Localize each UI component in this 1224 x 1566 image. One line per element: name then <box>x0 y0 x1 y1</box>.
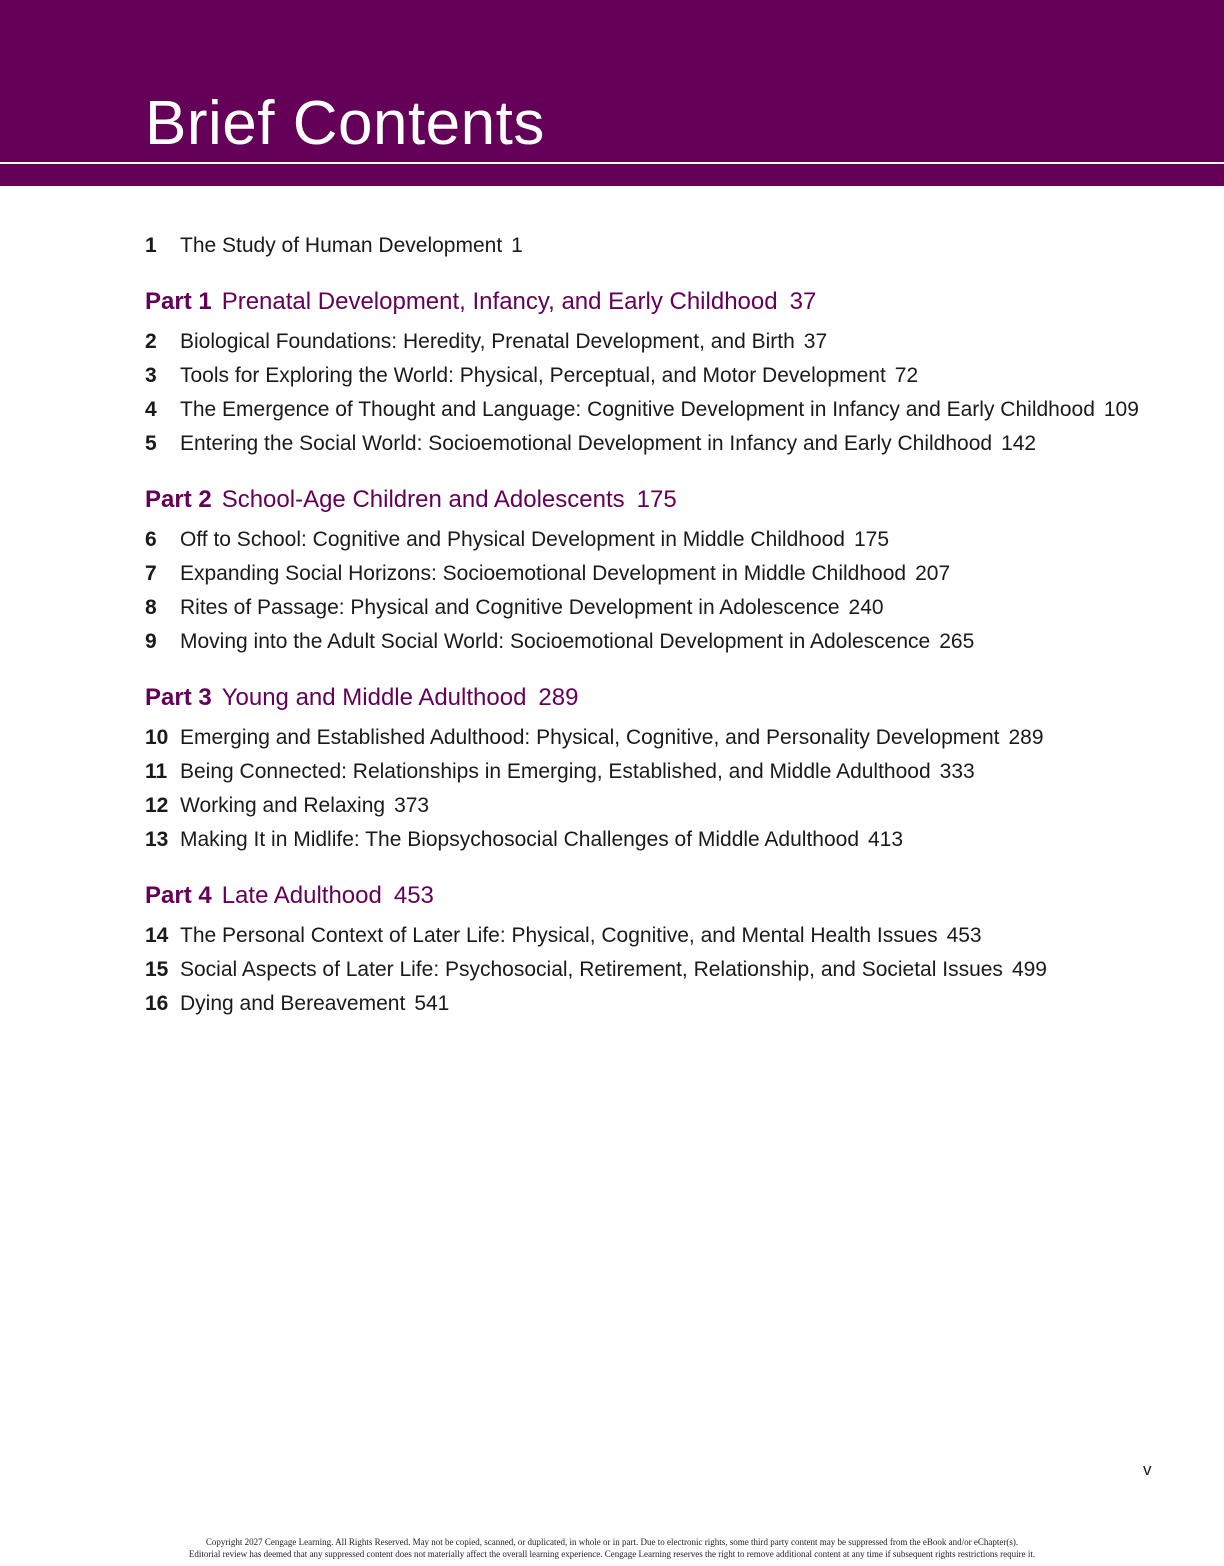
chapter-entry[interactable] <box>145 987 1185 1021</box>
part-label: Part 4 <box>145 882 212 909</box>
chapter-page: 109 <box>1103 398 1139 421</box>
chapter-page: 142 <box>1001 432 1037 455</box>
chapter-title: Dying and Bereavement <box>180 992 406 1015</box>
chapter-title: Entering the Social World: Socioemotional Development in Infancy and Early Childhood <box>180 432 993 455</box>
chapter-text <box>180 625 1185 659</box>
part-heading[interactable] <box>145 285 1185 319</box>
chapter-entry[interactable] <box>145 755 1185 789</box>
chapter-page: 240 <box>848 596 884 619</box>
chapter-title: Expanding Social Horizons: Socioemotional Development in Middle Childhood <box>180 562 907 585</box>
chapter-entry[interactable] <box>145 325 1185 359</box>
chapter-text <box>180 591 1185 625</box>
part-title: Young and Middle Adulthood <box>221 684 527 711</box>
part-page: 453 <box>393 882 434 909</box>
chapter-entry[interactable] <box>145 557 1185 591</box>
chapter-text <box>180 789 1185 823</box>
chapter-entry[interactable] <box>145 625 1185 659</box>
chapter-page: 289 <box>1008 726 1044 749</box>
chapter-title: Working and Relaxing <box>180 794 386 817</box>
chapter-entry[interactable] <box>145 721 1185 755</box>
chapter-entry[interactable] <box>145 919 1185 953</box>
chapter-entry[interactable] <box>145 591 1185 625</box>
part-page: 175 <box>636 486 677 513</box>
chapter-page: 499 <box>1011 958 1047 981</box>
chapter-text <box>180 393 1185 427</box>
chapter-title: Rites of Passage: Physical and Cognitive Development in Adolescence <box>180 596 840 619</box>
part-label: Part 2 <box>145 486 212 513</box>
chapter-title: Off to School: Cognitive and Physical Development in Middle Childhood <box>180 528 845 551</box>
page-title: Brief Contents <box>145 89 545 158</box>
chapter-entry[interactable] <box>145 393 1185 427</box>
chapter-entry[interactable] <box>145 359 1185 393</box>
chapter-number: 8 <box>145 596 157 619</box>
chapter-page: 72 <box>894 364 919 387</box>
chapter-number: 2 <box>145 330 157 353</box>
part-title: Late Adulthood <box>221 882 382 909</box>
chapter-page: 373 <box>394 794 430 817</box>
chapter-number: 9 <box>145 630 157 653</box>
part-title: Prenatal Development, Infancy, and Early Childhood <box>221 288 778 315</box>
chapter-number: 14 <box>145 924 169 947</box>
copyright-line: Editorial review has deemed that any suppressed content does not materially affect the overall learning experience. Cengage Learning reserves the right to remove additional content at any time if subsequent rights restrictions require it. <box>188 1549 1036 1559</box>
chapter-page: 541 <box>414 992 450 1015</box>
header-divider <box>0 162 1224 164</box>
part-title: School-Age Children and Adolescents <box>221 486 625 513</box>
chapter-number: 12 <box>145 794 169 817</box>
chapter-title: Being Connected: Relationships in Emerging, Established, and Middle Adulthood <box>180 760 931 783</box>
chapter-page: 413 <box>868 828 904 851</box>
header-band <box>0 0 1224 186</box>
chapter-text <box>180 919 1185 953</box>
table-of-contents <box>145 229 1185 1021</box>
chapter-text <box>180 721 1185 755</box>
chapter-number: 7 <box>145 562 157 585</box>
part-heading[interactable] <box>145 483 1185 517</box>
chapter-title: The Personal Context of Later Life: Physical, Cognitive, and Mental Health Issues <box>180 924 938 947</box>
chapter-entry[interactable] <box>145 523 1185 557</box>
chapter-title: Tools for Exploring the World: Physical, Perceptual, and Motor Development <box>180 364 886 387</box>
chapter-text <box>180 823 1185 857</box>
page-number: v <box>1143 1460 1152 1479</box>
chapter-page: 37 <box>803 330 828 353</box>
chapter-number: 4 <box>145 398 157 421</box>
chapter-number: 6 <box>145 528 157 551</box>
chapter-number: 1 <box>145 234 157 257</box>
chapter-text <box>180 557 1185 591</box>
chapter-title: Emerging and Established Adulthood: Physical, Cognitive, and Personality Development <box>180 726 1000 749</box>
chapter-title: Biological Foundations: Heredity, Prenatal Development, and Birth <box>180 330 795 353</box>
chapter-number: 3 <box>145 364 157 387</box>
chapter-text <box>180 523 1185 557</box>
chapter-page: 207 <box>915 562 951 585</box>
part-page: 289 <box>538 684 579 711</box>
copyright-notice <box>0 1536 1224 1560</box>
part-heading[interactable] <box>145 681 1185 715</box>
chapter-title: Making It in Midlife: The Biopsychosocial Challenges of Middle Adulthood <box>180 828 859 851</box>
chapter-page: 333 <box>939 760 975 783</box>
chapter-text <box>180 755 1185 789</box>
chapter-title: The Emergence of Thought and Language: Cognitive Development in Infancy and Early Childhood <box>180 398 1095 421</box>
chapter-number: 15 <box>145 958 169 981</box>
copyright-line: Copyright 2027 Cengage Learning. All Rights Reserved. May not be copied, scanned, or duplicated, in whole or in part. Due to electronic rights, some third party content may be suppressed from the eBook and/or eChapter(s). <box>205 1537 1019 1547</box>
chapter-text <box>180 953 1185 987</box>
part-label: Part 3 <box>145 684 212 711</box>
part-page: 37 <box>789 288 817 315</box>
chapter-entry[interactable] <box>145 427 1185 461</box>
chapter-title: The Study of Human Development <box>180 234 503 257</box>
chapter-number: 10 <box>145 726 169 749</box>
chapter-page: 453 <box>946 924 982 947</box>
part-heading[interactable] <box>145 879 1185 913</box>
chapter-title: Moving into the Adult Social World: Socioemotional Development in Adolescence <box>180 630 931 653</box>
chapter-page: 265 <box>939 630 975 653</box>
chapter-text <box>180 229 1185 263</box>
chapter-number: 11 <box>145 760 168 783</box>
chapter-text <box>180 427 1185 461</box>
chapter-entry[interactable] <box>145 229 1185 263</box>
chapter-page: 1 <box>511 234 523 257</box>
chapter-text <box>180 325 1185 359</box>
chapter-text <box>180 359 1185 393</box>
chapter-text <box>180 987 1185 1021</box>
chapter-page: 175 <box>854 528 890 551</box>
chapter-entry[interactable] <box>145 823 1185 857</box>
chapter-number: 5 <box>145 432 157 455</box>
part-label: Part 1 <box>145 288 212 315</box>
chapter-number: 16 <box>145 992 169 1015</box>
chapter-entry[interactable] <box>145 953 1185 987</box>
chapter-number: 13 <box>145 828 169 851</box>
chapter-title: Social Aspects of Later Life: Psychosocial, Retirement, Relationship, and Societal Issues <box>180 958 1003 981</box>
chapter-entry[interactable] <box>145 789 1185 823</box>
